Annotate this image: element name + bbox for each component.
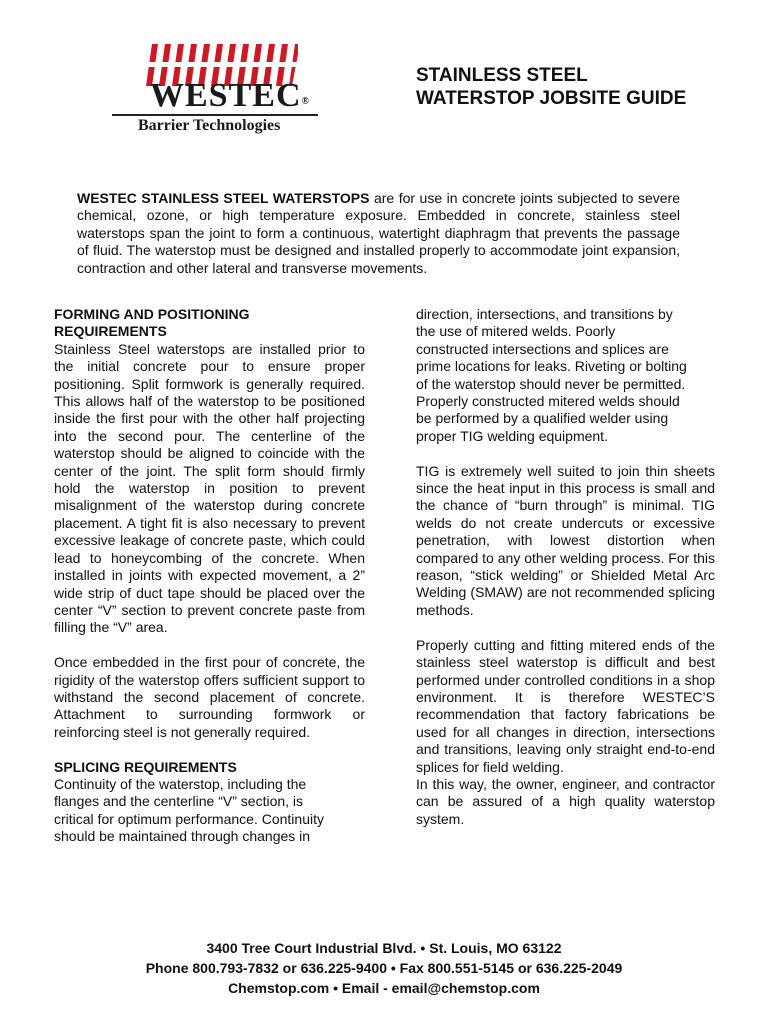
forming-heading-line-2: REQUIREMENTS (54, 323, 167, 340)
logo-registered-mark: ® (301, 96, 310, 107)
tig-paragraph: TIG is extremely well suited to join thin sheets since the heat input in this process is small and the chance of “burn through” is minimal. TIG welds do not create undercuts or excessive penetration, with lowest distortion when compared to any other welding process. For this reason, “stick welding” or Shielded Metal Arc Welding (SMAW) are not recommended splicing methods. (416, 462, 715, 618)
weld-line-7: be performed by a qualified welder using (416, 410, 669, 427)
intro-lead: WESTEC STAINLESS STEEL WATERSTOPS (77, 190, 370, 206)
weld-line-6: Properly constructed mitered welds should (416, 393, 680, 410)
paragraph-gap (416, 445, 715, 462)
weld-line-2: the use of mitered welds. Poorly (416, 323, 616, 340)
splicing-line-2: flanges and the centerline “V” section, is (54, 793, 304, 810)
contact-footer (0, 938, 768, 998)
westec-logo (112, 40, 318, 140)
logo-wordmark (150, 76, 310, 116)
logo-brand: WESTEC (150, 77, 302, 114)
right-column (416, 306, 715, 828)
splicing-line-3: critical for optimum performance. Continuity (54, 810, 324, 827)
forming-heading-line-1: FORMING AND POSITIONING (54, 306, 250, 322)
logo-subtitle: Barrier Technologies (138, 117, 281, 134)
mitered-ends-paragraph: Properly cutting and fitting mitered ends of the stainless steel waterstop is difficult and best performed under controlled conditions in a shop environment. It is therefore WESTEC’S recommendation that factory fabrications be used for all changes in direction, intersections and transitions, leaving only straight end-to-end splices for field welding. (416, 636, 715, 775)
title-line-2: WATERSTOP JOBSITE GUIDE (416, 88, 687, 109)
footer-phone-fax: Phone 800.793-7832 or 636.225-9400 • Fax 800.551-5145 or 636.225-2049 (145, 960, 623, 976)
splicing-heading: SPLICING REQUIREMENTS (54, 758, 237, 775)
weld-line-1: direction, intersections, and transitions by (416, 306, 673, 322)
forming-paragraph-2: Once embedded in the first pour of concrete, the rigidity of the waterstop offers sufficient support to withstand the second placement of concrete. Attachment to surrounding formwork or reinforcing steel is not generally required. (54, 654, 365, 740)
paragraph-gap (54, 637, 365, 654)
document-title (416, 64, 686, 110)
footer-web-email: Chemstop.com • Email - email@chemstop.com (228, 980, 540, 996)
weld-line-3: constructed intersections and splices are (416, 340, 669, 357)
weld-line-8: proper TIG welding equipment. (416, 427, 608, 444)
owner-assurance-paragraph: In this way, the owner, engineer, and contractor can be assured of a high quality waterstop system. (416, 775, 715, 827)
paragraph-gap (54, 741, 365, 758)
splicing-line-1: Continuity of the waterstop, including the (54, 775, 307, 792)
weld-line-5: of the waterstop should never be permitted. (416, 375, 686, 392)
title-line-1: STAINLESS STEEL (416, 65, 588, 86)
left-column (54, 306, 365, 846)
weld-line-4: prime locations for leaks. Riveting or bolting (416, 358, 687, 375)
splicing-line-4: should be maintained through changes in (54, 828, 311, 845)
intro-body: are for use in concrete joints subjected to severe chemical, ozone, or high temperature exposure. Embedded in concrete, stainless steel waterstops span the joint to form a continuous, watertight diaphragm that prevents the passage of fluid. The waterstop must be designed and installed properly to accommodate joint expansion, contraction and other lateral and transverse movements. (77, 190, 680, 276)
paragraph-gap (416, 619, 715, 636)
intro-paragraph (77, 190, 680, 277)
footer-address: 3400 Tree Court Industrial Blvd. • St. Louis, MO 63122 (206, 940, 562, 956)
forming-paragraph-1: Stainless Steel waterstops are installed prior to the initial concrete pour to ensure proper positioning. Split formwork is generally required. This allows half of the waterstop to be positioned inside the first pour with the other half projecting into the second pour. The centerline of the waterstop should be aligned to coincide with the center of the joint. The split form should firmly hold the waterstop in position to prevent misalignment of the waterstop during concrete placement. A tight fit is also necessary to prevent excessive leakage of concrete paste, which could lead to honeycombing of the concrete. When installed in joints with expected movement, a 2” wide strip of duct tape should be placed over the center “V” section to prevent concrete paste from filling the “V” area. (54, 340, 365, 636)
